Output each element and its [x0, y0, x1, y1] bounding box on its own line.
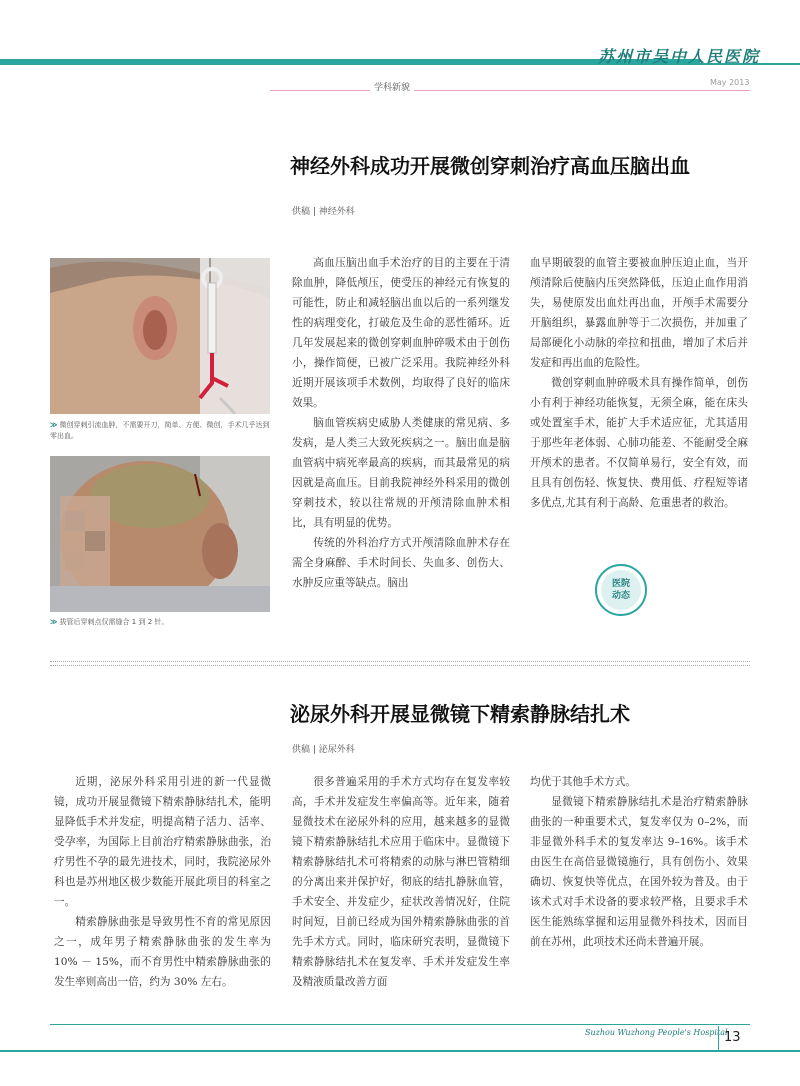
photo1-caption-marker: ≫ — [50, 421, 58, 429]
article2-column-1 — [54, 772, 271, 992]
article-separator — [50, 661, 750, 666]
photo-puncture-site — [50, 456, 270, 612]
article1-title: 神经外科成功开展微创穿刺治疗高血压脑出血 — [290, 154, 690, 178]
footer-hospital-name: Suzhou Wuzhong People's Hospital — [585, 1028, 728, 1037]
badge-inner — [601, 570, 641, 610]
section-divider — [270, 90, 750, 91]
header-accent-bar — [0, 59, 700, 65]
footer-line — [50, 1024, 750, 1025]
article1-paragraph: 高血压脑出血手术治疗的目的主要在于清除血肿，降低颅压，使受压的神经元有恢复的可能性，防止和减轻脑出血以后的一系列继发性的病理变化，打破危及生命的恶性循环。近几年发展起来的微创穿刺血肿碎吸术由于创伤小，操作简便，已被广泛采用。我院神经外科近期开展该项手术数例，均取得了良好的临床效果。 — [292, 257, 510, 409]
photo2-caption-text: 拔管后穿刺点仅需缝合 1 到 2 针。 — [59, 618, 169, 626]
article1-paragraph: 微创穿刺血肿碎吸术具有操作简单，创伤小有利于神经功能恢复，无须全麻，能在床头或处置室手术，能扩大手术适应征，尤其适用于那些年老体弱、心肺功能差、不能耐受全麻开颅术的患者。不仅简单易行，安全有效，而且具有创伤轻、恢复快、费用低、疗程短等诸多优点,尤其有利于高龄、危重患者的救治。 — [530, 377, 748, 509]
article2-paragraph: 很多普遍采用的手术方式均存在复发率较高，手术并发症发生率偏高等。近年来，随着显微技术在泌尿外科的应用，越来越多的显微镜下精索静脉结扎术应用于临床中。显微镜下精索静脉结扎术可将精索的动脉与淋巴管精细的分离出来并保护好，彻底的结扎静脉血管，手术安全、并发症少，症状改善情况好，住院时间短，目前已经成为国外精索静脉曲张的首先手术方式。同时，临床研究表明，显微镜下精索静脉结扎术在复发率、手术并发症发生率及精液质量改善方面 — [292, 776, 510, 988]
photo2-caption-marker: ≫ — [50, 618, 58, 626]
article2-column-3 — [530, 772, 748, 952]
photo1-caption-text: 微创穿刺引流血肿，不需要开刀，简单、方便、微创，手术几乎达到零出血。 — [50, 421, 270, 440]
photo-puncture-site-illustration — [50, 456, 270, 612]
photo-drain-tube — [50, 258, 270, 414]
article2-paragraph: 近期，泌尿外科采用引进的新一代显微镜，成功开展显微镜下精索静脉结扎术，能明显降低手术并发症，明提高精子活力、活率、受孕率，为国际上目前治疗精索静脉曲张，治疗男性不孕的最先进技术，同时，我院泌尿外科也是苏州地区极少数能开展此项目的科室之一。 — [54, 776, 271, 908]
badge-line2: 动态 — [611, 591, 630, 601]
photo-drain-tube-illustration — [50, 258, 270, 414]
header-date: May 2013 — [710, 78, 750, 87]
photo2-caption — [50, 617, 272, 628]
article2-paragraph: 显微镜下精索静脉结扎术是治疗精索静脉曲张的一种重要术式，复发率仅为 0–2%，而非显微外科手术的复发率达 9–16%。该手术由医生在高倍显微镜施行，具有创伤小、效果确切、恢复快等优点，在国外较为普及。由于该术式对手术设备的要求较严格，且要求手术医生能熟练掌握和运用显微外科技术，因而目前在苏州，此项技术还尚未普遍开展。 — [530, 796, 748, 948]
article1-paragraph: 传统的外科治疗方式开颅清除血肿术存在需全身麻醉、手术时间长、失血多、创伤大、水肿反应重等缺点。脑出 — [292, 537, 510, 589]
footer-accent-bar — [0, 1050, 800, 1052]
article2-title: 泌尿外科开展显微镜下精索静脉结扎术 — [290, 702, 630, 726]
article1-column-2 — [530, 253, 748, 513]
article2-paragraph: 均优于其他手术方式。 — [530, 776, 636, 788]
badge-line1: 医院 — [611, 579, 630, 589]
hospital-news-badge — [595, 564, 647, 616]
header-hospital-name: 苏州市吴中人民医院 — [598, 47, 761, 66]
article2-byline: 供稿 | 泌尿外科 — [292, 745, 355, 755]
article1-column-1 — [292, 253, 510, 593]
article1-paragraph: 血早期破裂的血管主要被血肿压迫止血，当开颅清除后使脑内压突然降低，压迫止血作用消失，易使原发出血灶再出血，开颅手术需要分开脑组织，暴露血肿等于二次损伤，并加重了局部硬化小动脉的牵拉和扭曲，增加了术后并发症和再出血的危险性。 — [530, 257, 748, 369]
article1-byline: 供稿 | 神经外科 — [292, 207, 355, 217]
article2-column-2 — [292, 772, 510, 992]
photo1-caption — [50, 420, 272, 442]
article2-paragraph: 精索静脉曲张是导致男性不育的常见原因之一，成年男子精索静脉曲张的发生率为 10% － 15%，而不育男性中精索静脉曲张的发生率则高出一倍，约为 30% 左右。 — [54, 916, 271, 988]
article1-paragraph: 脑血管疾病史威胁人类健康的常见病、多发病，是人类三大致死疾病之一。脑出血是脑血管病中病死率最高的疾病，而其最常见的病因就是高血压。目前我院神经外科采用的微创穿刺技术，较以往常规的开颅清除血肿术相比，具有明显的优势。 — [292, 417, 510, 529]
page-number: 13 — [724, 1030, 741, 1045]
section-label: 学科新貌 — [370, 80, 414, 93]
